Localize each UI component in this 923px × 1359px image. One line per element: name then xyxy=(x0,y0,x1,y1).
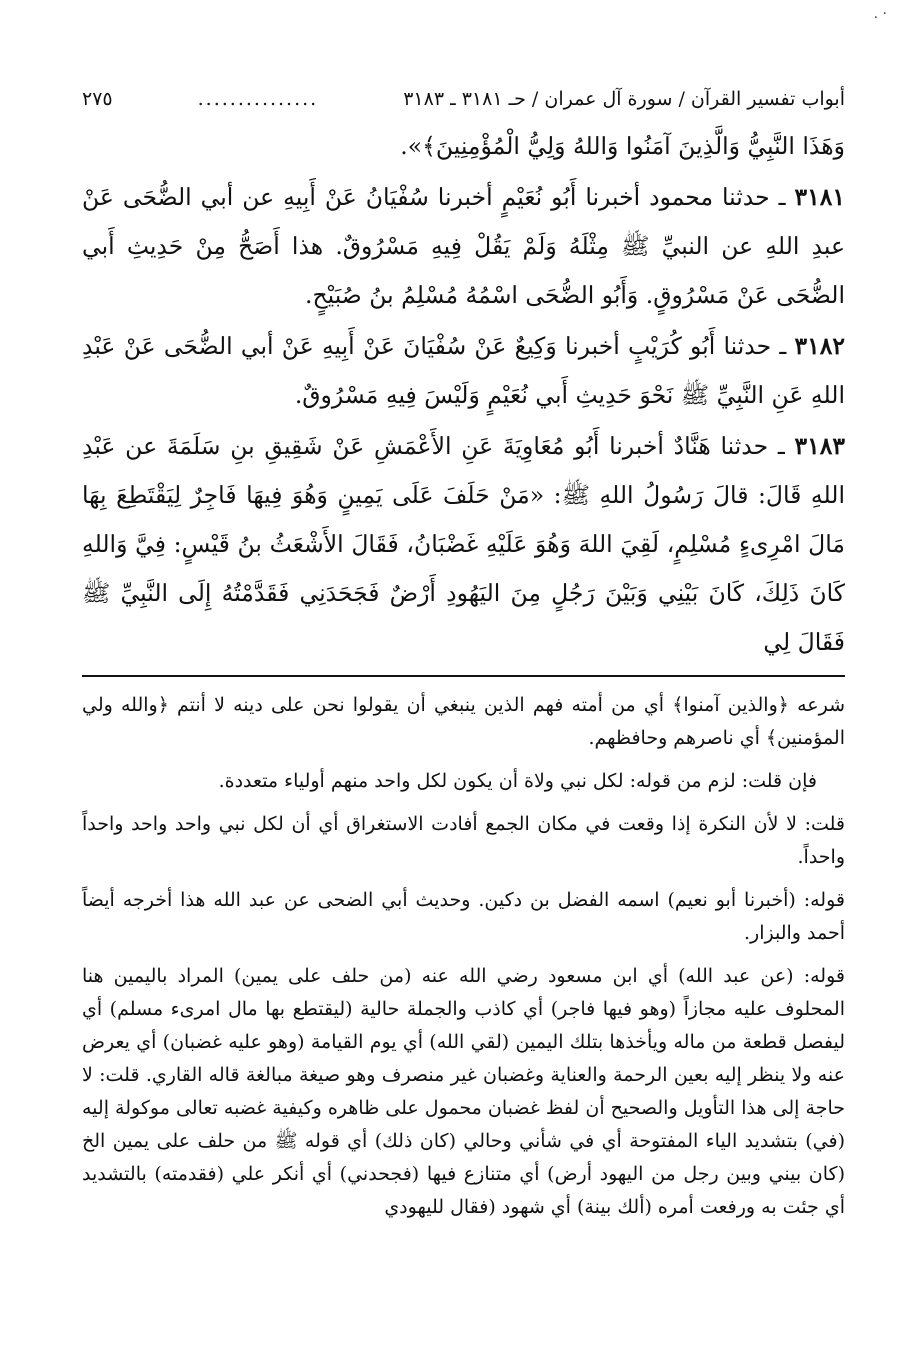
hadith-3181 xyxy=(82,173,845,320)
header-title: أبواب تفسير القرآن / سورة آل عمران / حـ ٣١٨١ ـ ٣١٨٣ xyxy=(403,88,845,110)
commentary-paragraph: شرعه ﴿والذين آمنوا﴾ أي من أمته فهم الذين ينبغي أن يقولوا نحن على دينه لا أنتم ﴿والله ولي المؤمنين﴾ أي ناصرهم وحافظهم. xyxy=(82,694,845,749)
hadith-number: ٣١٨١ xyxy=(794,183,845,211)
commentary-paragraph: قلت: لا لأن النكرة إذا وقعت في مكان الجمع أفادت الاستغراق أي أن لكل نبي واحد واحد واحداً واحداً. xyxy=(82,813,845,868)
page-number: ٢٧٥ xyxy=(82,88,113,110)
hadith-number: ٣١٨٣ xyxy=(794,432,845,460)
hadith-3183 xyxy=(82,422,845,667)
hadith-text: ـ حدثنا هَنَّادٌ أخبرنا أَبُو مُعَاوِيَةَ عَنِ الأَعْمَشِ عَنْ شَقِيقِ بنِ سَلَمَةَ عن عَبْدِ اللهِ قَالَ: قالَ رَسُولُ اللهِ ﷺ: «مَنْ حَلَفَ عَلَى يَمِينٍ وَهُوَ فِيهَا فَاجِرٌ لِيَقْتَطِعَ بِهَا مَالَ امْرِىءٍ مُسْلِمٍ، لَقِيَ اللهَ وَهُوَ عَلَيْهِ غَضْبَانُ، فَقَالَ الأَشْعَثُ بنُ قَيْسٍ: فِيَّ وَاللهِ كَانَ ذَلِكَ، كَانَ بَيْنِي وَبَيْنَ رَجُلٍ مِنَ اليَهُودِ أَرْضٌ فَجَحَدَنِي فَقَدَّمْتُهُ إِلَى النَّبِيِّ ﷺ فَقَالَ لِي xyxy=(82,432,845,656)
hadith-3182 xyxy=(82,322,845,420)
commentary-paragraph: قوله: (أخبرنا أبو نعيم) اسمه الفضل بن دكين. وحديث أبي الضحى عن عبد الله هذا أخرجه أيضاً أحمد والبزار. xyxy=(82,889,845,944)
hadith-continuation xyxy=(82,122,845,171)
commentary-paragraph: فإن قلت: لزم من قوله: لكل نبي ولاة أن يكون لكل واحد منهم أولياء متعددة. xyxy=(218,770,817,792)
stray-mark: . · xyxy=(873,6,887,22)
section-divider xyxy=(82,675,845,677)
hadith-text: ـ حدثنا أَبُو كُرَيْبٍ أخبرنا وَكِيعٌ عَنْ سُفْيَانَ عَنْ أَبِيهِ عَنْ أبي الضُّحَى عَنْ عَبْدِ اللهِ عَنِ النَّبِيِّ ﷺ نَحْوَ حَدِيثِ أَبي نُعَيْمٍ وَلَيْسَ فِيهِ مَسْرُوقٌ. xyxy=(82,332,845,409)
hadith-text: وَهَذَا النَّبِيُّ وَالَّذِينَ آمَنُوا وَاللهُ وَلِيُّ الْمُؤْمِنِينَ﴾». xyxy=(400,132,845,160)
commentary-paragraph: قوله: (عن عبد الله) أي ابن مسعود رضي الله عنه (من حلف على يمين) المراد باليمين هنا المحلوف عليه مجازاً (وهو فيها فاجر) أي كاذب والجملة حالية (ليقتطع بها مال امرىء مسلم) أي ليفصل قطعة من ماله ويأخذها بتلك اليمين (لقي الله) أي يوم القيامة (وهو عليه غضبان) أي يعرض عنه ولا ينظر إليه بعين الرحمة والعناية وغضبان غير منصرف وهو صيغة مبالغة قاله القاري. قلت: لا حاجة إلى هذا التأويل والصحيح أن لفظ غضبان محمول على ظاهره وكيفية غضبه تعالى موكولة إليه (في) بتشديد الياء المفتوحة أي في شأني وحالي (كان ذلك) أي قوله ﷺ من حلف على يمين الخ (كان بيني وبين رجل من اليهود أرض) أي متنازع فيها (فجحدني) أي أنكر علي (فقدمته) بالتشديد أي جئت به ورفعت أمره (ألك بينة) أي شهود (فقال لليهودي xyxy=(82,965,845,1218)
hadith-number: ٣١٨٢ xyxy=(794,332,845,360)
running-header xyxy=(82,84,845,114)
header-dots: ............... xyxy=(197,88,319,110)
hadith-text: ـ حدثنا محمود أخبرنا أَبُو نُعَيْمٍ أخبرنا سُفْيَانُ عَنْ أَبِيهِ عن أبي الضُّحَى عَنْ عبدِ اللهِ عن النبيِّ ﷺ مِثْلَهُ وَلَمْ يَقُلْ فِيهِ مَسْرُوقٌ. هذا أَصَحُّ مِنْ حَدِيثِ أَبي الضُّحَى عَنْ مَسْرُوقٍ. وَأَبُو الضُّحَى اسْمُهُ مُسْلِمُ بنُ صُبَيْحٍ. xyxy=(82,183,845,309)
